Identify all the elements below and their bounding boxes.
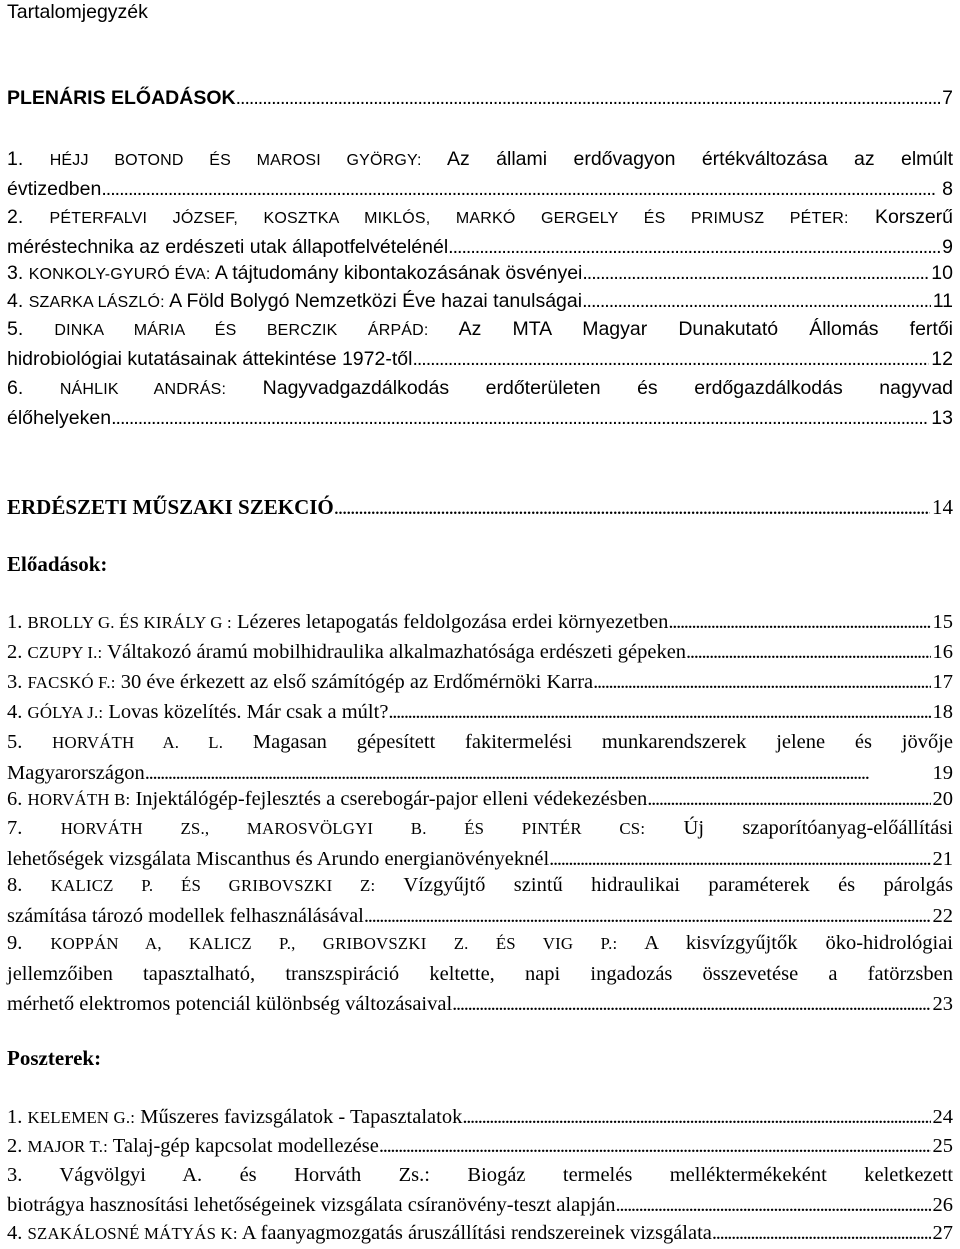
- entry-number: 5.: [7, 731, 23, 753]
- entry-line: [7, 667, 953, 698]
- entry-title: Korszerű: [874, 206, 953, 228]
- entry-number: 1.: [7, 148, 24, 170]
- toc-entry[interactable]: [7, 637, 953, 668]
- toc-entry[interactable]: [7, 203, 953, 261]
- entry-line: [7, 1190, 953, 1220]
- entry-line: [7, 901, 953, 931]
- entry-authors: PÉTERFALVI JÓZSEF, KOSZTKA MIKLÓS, MARKÓ GERGELY ÉS PRIMUSZ PÉTER:: [49, 210, 849, 227]
- entry-authors: HORVÁTH A. L.: [52, 733, 224, 752]
- entry-line: [7, 203, 953, 233]
- entry-title: Magasan gépesített fakitermelési munkarendszerek jelene és jövője: [252, 731, 954, 753]
- entry-authors: KOPPÁN A, KALICZ P., GRIBOVSZKI Z. ÉS VIG P.:: [50, 934, 618, 953]
- entry-authors: HÉJJ BOTOND ÉS MAROSI GYÖRGY:: [49, 152, 422, 169]
- entry-title-cont: számítása tározó modellek felhasználásával: [7, 905, 364, 927]
- entry-line: [7, 374, 953, 404]
- toc-entry[interactable]: [7, 259, 953, 289]
- entry-authors: HORVÁTH B:: [27, 790, 131, 809]
- entry-authors: Vágvölgyi A. és Horváth Zs.:: [59, 1164, 430, 1186]
- entry-authors: KALICZ P. ÉS GRIBOVSZKI Z:: [50, 876, 376, 895]
- toc-entry[interactable]: [7, 287, 953, 317]
- toc-entry[interactable]: [7, 315, 953, 373]
- page-number: 10: [931, 262, 953, 284]
- entry-number: 9.: [7, 932, 23, 954]
- page-number: 17: [932, 671, 953, 693]
- entry-line: [7, 315, 953, 345]
- subsection-heading-eloadasok: Előadások:: [7, 552, 108, 576]
- toc-entry[interactable]: [7, 813, 953, 874]
- entry-title: Lézeres letapogatás feldolgozása erdei környezetben: [236, 611, 669, 633]
- entry-title-cont: jellemzőiben tapasztalható, transzspiráció keltette, napi ingadozás összevetése a fatörzsben: [7, 963, 953, 985]
- page-number: 16: [932, 641, 953, 663]
- toc-entry[interactable]: [7, 697, 953, 728]
- entry-line: [7, 637, 953, 668]
- entry-title: Nagyvadgazdálkodás erdőterületen és erdőgazdálkodás nagyvad: [262, 377, 954, 399]
- entry-line: [7, 727, 953, 758]
- entry-line: [7, 607, 953, 638]
- page-number: 7: [942, 87, 953, 109]
- entry-number: 7.: [7, 817, 23, 839]
- entry-line: [7, 784, 953, 815]
- entry-number: 5.: [7, 318, 24, 340]
- entry-line: [7, 928, 953, 959]
- toc-entry[interactable]: [7, 870, 953, 931]
- entry-authors: GÓLYA J.:: [27, 703, 104, 722]
- page-number: 20: [932, 788, 953, 810]
- entry-title: A Föld Bolygó Nemzetközi Éve hazai tanulságai: [169, 290, 583, 312]
- section-title: PLENÁRIS ELŐADÁSOK: [7, 87, 236, 109]
- entry-title: Új szaporítóanyag-előállítási: [683, 817, 953, 839]
- entry-title-cont: lehetőségek vizsgálata Miscanthus és Arundo energianövényeknél: [7, 848, 550, 870]
- entry-number: 2.: [7, 1135, 23, 1157]
- toc-entry[interactable]: [7, 1102, 953, 1133]
- entry-authors: BROLLY G. ÉS KIRÁLY G :: [27, 613, 232, 632]
- entry-line: [7, 145, 953, 175]
- entry-title-cont: biotrágya hasznosítási lehetőségeinek vizsgálata csíranövény-teszt alapján: [7, 1194, 616, 1216]
- entry-number: 3.: [7, 671, 23, 693]
- entry-number: 4.: [7, 290, 24, 312]
- toc-entry[interactable]: [7, 1131, 953, 1162]
- entry-line: [7, 697, 953, 728]
- entry-authors: HORVÁTH ZS., MAROSVÖLGYI B. ÉS PINTÉR CS:: [60, 819, 646, 838]
- page-number: 23: [932, 993, 953, 1015]
- toc-entry[interactable]: [7, 667, 953, 698]
- entry-title: Lovas közelítés. Már csak a múlt?: [108, 701, 389, 723]
- page-number: 19: [932, 762, 953, 784]
- page-number: 12: [931, 348, 953, 370]
- entry-authors: KELEMEN G.:: [27, 1108, 136, 1127]
- entry-title-cont: mérhető elektromos potenciál különbség változásaival: [7, 993, 453, 1015]
- entry-line: [7, 1218, 953, 1249]
- entry-line: [7, 870, 953, 901]
- entry-authors: NÁHLIK ANDRÁS:: [59, 381, 227, 398]
- toc-entry[interactable]: [7, 145, 953, 203]
- entry-number: 8.: [7, 874, 23, 896]
- entry-title: 30 éve érkezett az első számítógép az Erdőmérnöki Karra: [120, 671, 594, 693]
- entry-authors: DINKA MÁRIA ÉS BERCZIK ÁRPÁD:: [54, 322, 429, 339]
- entry-number: 4.: [7, 1222, 23, 1244]
- entry-title-cont: méréstechnika az erdészeti utak állapotfelvételénél: [7, 236, 449, 258]
- entry-authors: MAJOR T.:: [27, 1137, 109, 1156]
- entry-authors: SZAKÁLOSNÉ MÁTYÁS K:: [27, 1224, 238, 1243]
- entry-line: [7, 287, 953, 317]
- entry-title: A faanyagmozgatás áruszállítási rendszereinek vizsgálata: [241, 1222, 712, 1244]
- page-number: 8: [942, 178, 953, 200]
- section-title: ERDÉSZETI MŰSZAKI SZEKCIÓ: [7, 495, 334, 519]
- section-heading-plenaris[interactable]: [7, 84, 953, 112]
- entry-title: Biogáz termelés melléktermékeként keletkezett: [467, 1164, 954, 1186]
- entry-title-cont: élőhelyeken: [7, 407, 112, 429]
- entry-authors: SZARKA LÁSZLÓ:: [28, 294, 165, 311]
- entry-title: Váltakozó áramú mobilhidraulika alkalmazhatósága erdészeti gépeken: [107, 641, 687, 663]
- page-number: 11: [932, 290, 953, 312]
- entry-number: 6.: [7, 377, 24, 399]
- entry-line: [7, 259, 953, 289]
- entry-title: Az MTA Magyar Dunakutató Állomás fertői: [458, 318, 954, 340]
- page-number: 15: [932, 611, 953, 633]
- entry-line: [7, 175, 953, 203]
- entry-title: Talaj-gép kapcsolat modellezése: [112, 1135, 379, 1157]
- page-number: 13: [931, 407, 953, 429]
- entry-line: [7, 989, 953, 1019]
- toc-entry[interactable]: [7, 727, 953, 788]
- page-number: 18: [932, 701, 953, 723]
- entry-number: 2.: [7, 206, 24, 228]
- entry-authors: KONKOLY-GYURÓ ÉVA:: [28, 266, 211, 283]
- page-number: 25: [932, 1135, 953, 1157]
- section-heading-muszaki[interactable]: [7, 492, 953, 522]
- toc-entry[interactable]: [7, 607, 953, 638]
- entry-line: [7, 813, 953, 844]
- entry-line: [7, 1102, 953, 1133]
- page-number: 21: [932, 848, 953, 870]
- entry-number: 2.: [7, 641, 23, 663]
- page-number: 14: [932, 495, 953, 519]
- toc-entry[interactable]: [7, 928, 953, 1019]
- page-title: Tartalomjegyzék: [7, 1, 148, 23]
- entry-number: 4.: [7, 701, 23, 723]
- entry-line: [7, 233, 953, 261]
- entry-number: 1.: [7, 611, 23, 633]
- page-number: 26: [932, 1194, 953, 1216]
- toc-entry[interactable]: [7, 1160, 953, 1220]
- page-number: 22: [932, 905, 953, 927]
- entry-title: Injektálógép-fejlesztés a cserebogár-pajor elleni védekezésben: [135, 788, 648, 810]
- toc-entry[interactable]: [7, 374, 953, 432]
- entry-title: Az állami erdővagyon értékváltozása az elmúlt: [446, 148, 954, 170]
- subsection-heading-poszterek: Poszterek:: [7, 1046, 102, 1070]
- entry-title: Vízgyűjtő szintű hidraulikai paraméterek és párolgás: [403, 874, 954, 896]
- entry-line: [7, 345, 953, 373]
- entry-number: 3.: [7, 262, 24, 284]
- entry-line: [7, 1131, 953, 1162]
- entry-number: 6.: [7, 788, 23, 810]
- page-number: 9: [942, 236, 953, 258]
- entry-title: A tájtudomány kibontakozásának ösvényei: [214, 262, 583, 284]
- entry-title: Műszeres favizsgálatok - Tapasztalatok: [140, 1106, 463, 1128]
- entry-line: [7, 959, 953, 989]
- page-number: 24: [932, 1106, 953, 1128]
- entry-title-cont: Magyarországon: [7, 762, 145, 784]
- toc-entry[interactable]: [7, 1218, 953, 1249]
- entry-number: 1.: [7, 1106, 23, 1128]
- entry-authors: CZUPY I.:: [27, 643, 103, 662]
- entry-line: [7, 404, 953, 432]
- entry-title: A kisvízgyűjtők öko-hidrológiai: [644, 932, 953, 954]
- entry-authors: FACSKÓ F.:: [27, 673, 116, 692]
- entry-title-cont: évtizedben: [7, 178, 102, 200]
- toc-entry[interactable]: [7, 784, 953, 815]
- entry-line: [7, 1160, 953, 1190]
- entry-number: 3.: [7, 1164, 23, 1186]
- entry-title-cont: hidrobiológiai kutatásainak áttekintése 1972-től: [7, 348, 413, 370]
- page-number: 27: [932, 1222, 953, 1244]
